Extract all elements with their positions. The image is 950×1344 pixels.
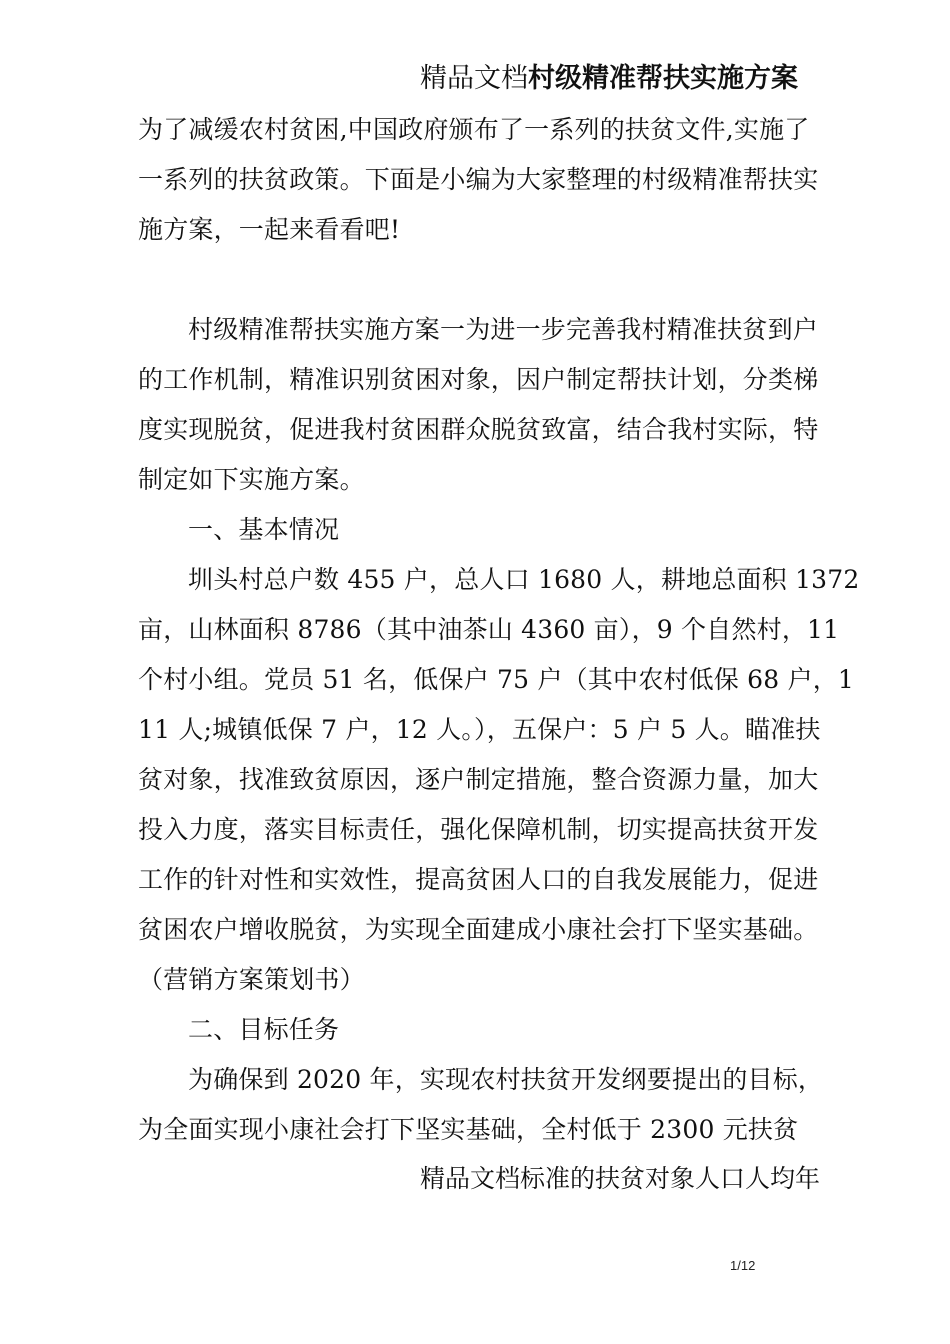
body-line: 一系列的扶贫政策。下面是小编为大家整理的村级精准帮扶实	[138, 165, 819, 194]
body-line: 为确保到 2020 年，实现农村扶贫开发纲要提出的目标，	[188, 1065, 824, 1094]
body-line: 的工作机制，精准识别贫困对象，因户制定帮扶计划，分类梯	[138, 365, 819, 394]
body-line: 度实现脱贫，促进我村贫困群众脱贫致富，结合我村实际，特	[138, 415, 819, 444]
body-line: 施方案，一起来看看吧!	[138, 215, 401, 244]
body-line: 村级精准帮扶实施方案一为进一步完善我村精准扶贫到户	[188, 315, 819, 344]
body-line: 贫困农户增收脱贫，为实现全面建成小康社会打下坚实基础。	[138, 915, 819, 944]
section-heading: 二、目标任务	[188, 1015, 340, 1044]
body-line: 为了减缓农村贫困,中国政府颁布了一系列的扶贫文件,实施了	[138, 115, 810, 144]
body-line: 圳头村总户数 455 户，总人口 1680 人，耕地总面积 1372	[188, 565, 860, 594]
page-number: 1/12	[730, 1258, 756, 1273]
body-line: 制定如下实施方案。	[138, 465, 365, 494]
header-prefix: 精品文档	[420, 63, 528, 94]
body-line: 贫对象，找准致贫原因，逐户制定措施，整合资源力量，加大	[138, 765, 819, 794]
body-line: 个村小组。党员 51 名，低保户 75 户（其中农村低保 68 户，1	[138, 665, 855, 694]
body-line: （营销方案策划书）	[138, 965, 365, 994]
body-line: 投入力度，落实目标责任，强化保障机制，切实提高扶贫开发	[138, 815, 819, 844]
page-header	[420, 62, 798, 96]
document-title: 村级精准帮扶实施方案	[528, 63, 798, 94]
body-line: 11 人;城镇低保 7 户，12 人。），五保户：5 户 5 人。瞄准扶	[138, 715, 821, 744]
body-line: 工作的针对性和实效性，提高贫困人口的自我发展能力，促进	[138, 865, 819, 894]
body-line: 亩，山林面积 8786（其中油茶山 4360 亩），9 个自然村，11	[138, 615, 840, 644]
section-heading: 一、基本情况	[188, 515, 340, 544]
footer-text: 精品文档标准的扶贫对象人口人均年	[420, 1164, 821, 1193]
body-line: 为全面实现小康社会打下坚实基础，全村低于 2300 元扶贫	[138, 1115, 799, 1144]
